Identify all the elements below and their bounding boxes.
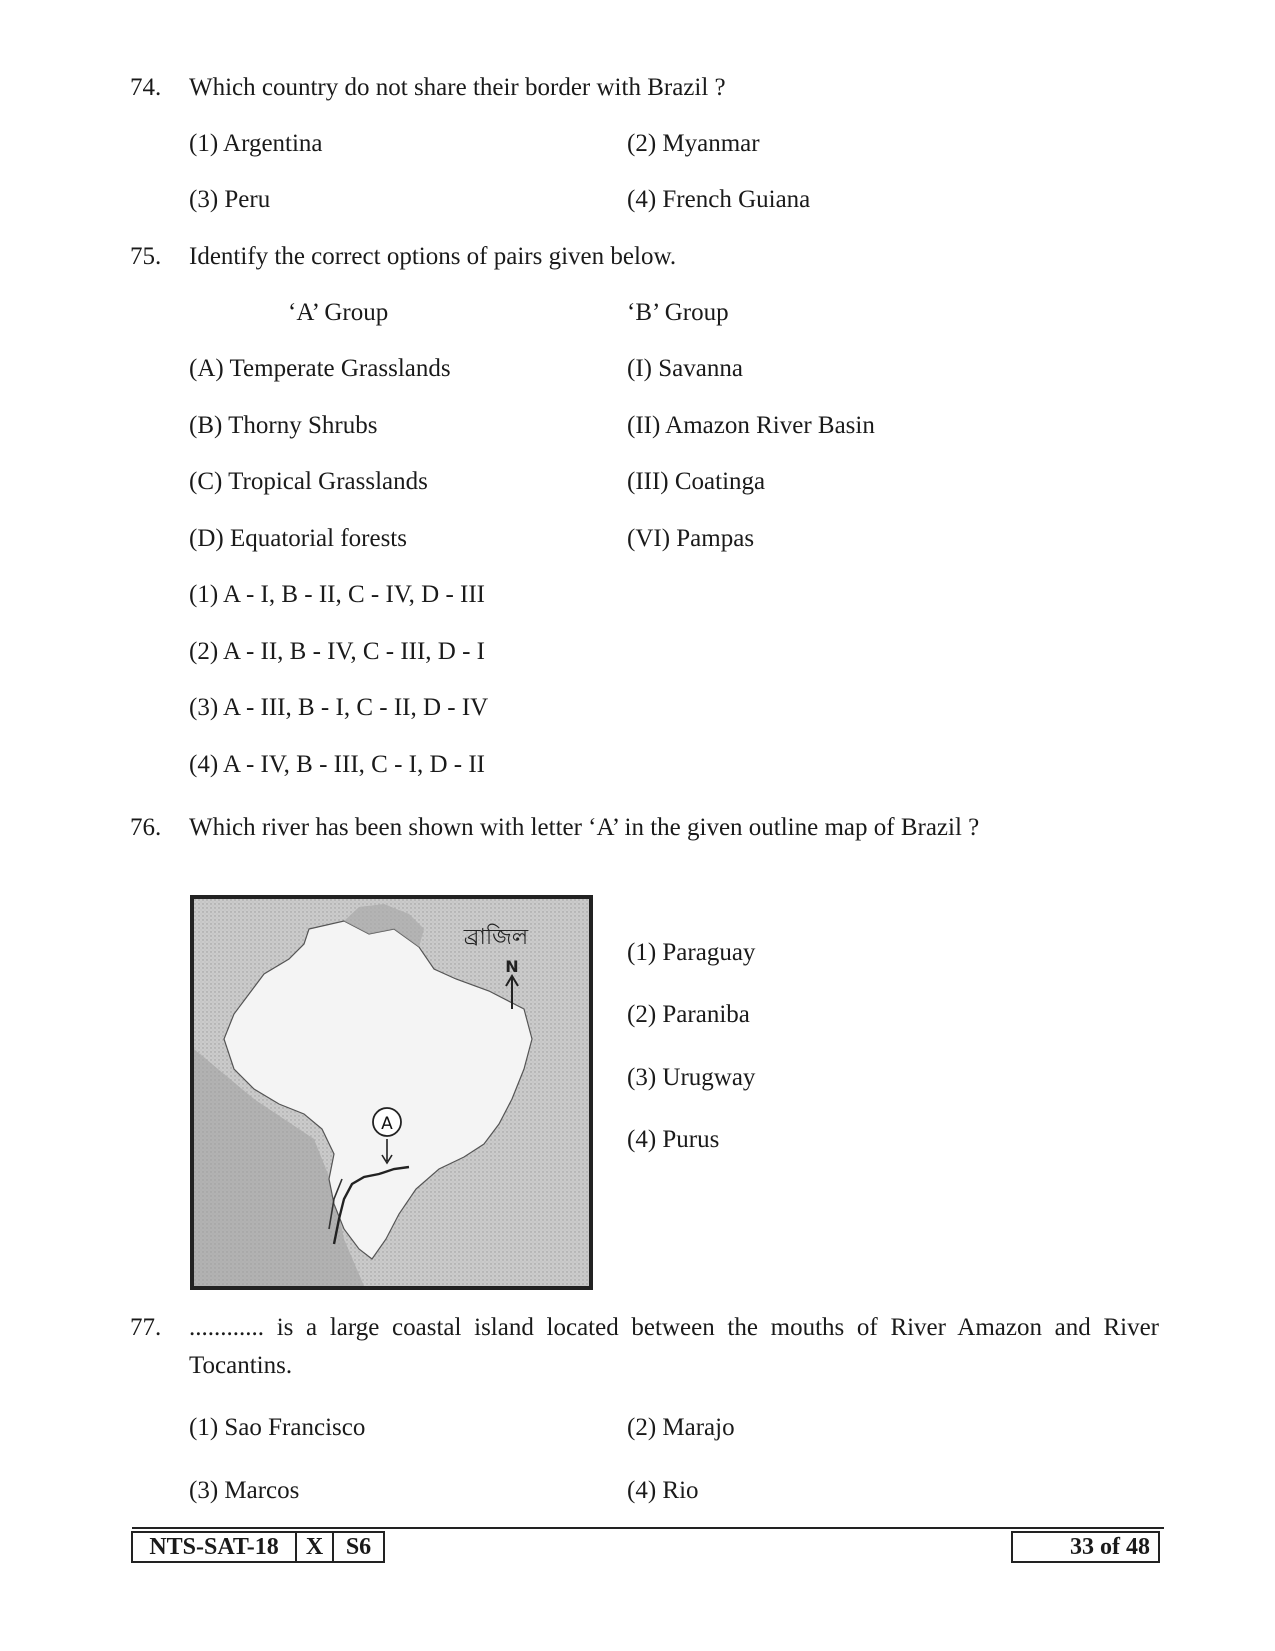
q75-option-2: (2) A - II, B - IV, C - III, D - I	[189, 638, 486, 665]
q75-option-4: (4) A - IV, B - III, C - I, D - II	[189, 751, 486, 778]
q76-text: Which river has been shown with letter ‘A’ in the given outline map of Brazil ?	[189, 814, 980, 841]
river-a-label: A	[381, 1114, 393, 1134]
q75-group-b-item: (III) Coatinga	[627, 468, 766, 495]
q74-option-1: (1) Argentina	[189, 130, 323, 157]
footer-exam-code: NTS-SAT-18	[131, 1531, 297, 1563]
q76-option-1: (1) Paraguay	[627, 939, 756, 966]
q75-group-b-item: (VI) Pampas	[627, 525, 755, 552]
q75-group-a-header: ‘A’ Group	[288, 299, 389, 326]
map-title: ব্রাজিল	[463, 925, 529, 950]
q74-option-3: (3) Peru	[189, 186, 271, 213]
q75-option-1: (1) A - I, B - II, C - IV, D - III	[189, 581, 486, 608]
north-label: N	[505, 957, 519, 976]
q74-text: Which country do not share their border with Brazil ?	[189, 74, 726, 101]
q77-text-line1: ............ is a large coastal island located between the mouths of River Amazon and River	[189, 1314, 1159, 1341]
footer-section: S6	[332, 1531, 385, 1563]
q77-option-2: (2) Marajo	[627, 1414, 735, 1441]
q74-number: 74.	[130, 74, 162, 101]
q74-option-4: (4) French Guiana	[627, 186, 811, 213]
q75-group-b-item: (II) Amazon River Basin	[627, 412, 875, 439]
q77-option-3: (3) Marcos	[189, 1477, 300, 1504]
footer-rule	[132, 1527, 1164, 1529]
q75-number: 75.	[130, 243, 162, 270]
q76-option-2: (2) Paraniba	[627, 1001, 750, 1028]
q75-group-a-item: (D) Equatorial forests	[189, 525, 407, 552]
q76-number: 76.	[130, 814, 162, 841]
q77-text-line2: Tocantins.	[189, 1352, 293, 1379]
q75-group-a-item: (A) Temperate Grasslands	[189, 355, 451, 382]
q75-group-a-item: (B) Thorny Shrubs	[189, 412, 378, 439]
q77-option-1: (1) Sao Francisco	[189, 1414, 366, 1441]
q77-option-4: (4) Rio	[627, 1477, 699, 1504]
q74-option-2: (2) Myanmar	[627, 130, 760, 157]
footer-page-number: 33 of 48	[1011, 1531, 1160, 1563]
brazil-map-drawing	[194, 899, 589, 1286]
q77-number: 77.	[130, 1314, 162, 1341]
q75-option-3: (3) A - III, B - I, C - II, D - IV	[189, 694, 489, 721]
q76-option-4: (4) Purus	[627, 1126, 720, 1153]
q75-group-b-item: (I) Savanna	[627, 355, 743, 382]
footer-class: X	[295, 1531, 334, 1563]
q75-text: Identify the correct options of pairs given below.	[189, 243, 677, 270]
brazil-outline-map	[190, 895, 593, 1290]
q76-option-3: (3) Urugway	[627, 1064, 756, 1091]
q75-group-a-item: (C) Tropical Grasslands	[189, 468, 428, 495]
q75-group-b-header: ‘B’ Group	[627, 299, 729, 326]
